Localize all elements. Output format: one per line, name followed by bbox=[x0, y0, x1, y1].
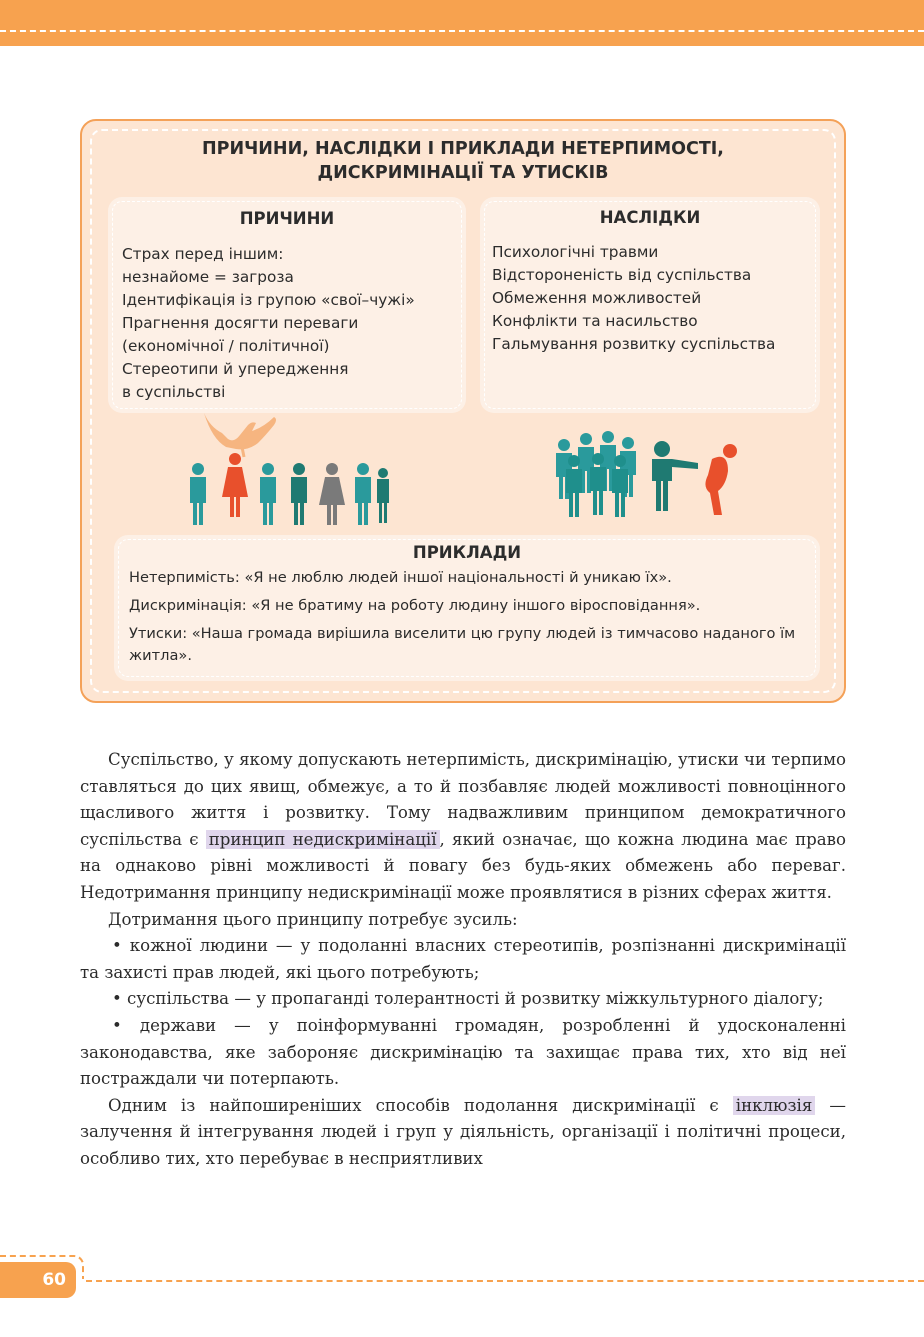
consequences-item: Конфлікти та насильство bbox=[492, 312, 698, 330]
paragraph-3 bbox=[80, 1093, 846, 1173]
paragraph-1-text: Суспільство, у якому допускають нетерпимість, дискримінацію, утиски чи терпимо ставляться до цих явищ, обмежує, а то й позбавляє людей можливості повноцінного щасливого життя і розвитку. Тому надважливим принципом демократичного суспільства є bbox=[80, 750, 846, 849]
paragraph-1 bbox=[80, 747, 846, 907]
causes-item: Стереотипи й упередження bbox=[122, 360, 349, 378]
consequences-item: Гальмування розвитку суспільства bbox=[492, 335, 776, 353]
info-box-title bbox=[82, 137, 844, 185]
causes-item: Страх перед іншим: bbox=[122, 245, 284, 263]
red-crouching-person-icon bbox=[705, 444, 737, 515]
hand-icon bbox=[204, 413, 276, 457]
causes-item: незнайоме = загроза bbox=[122, 268, 294, 286]
hand-picking-person-illustration bbox=[182, 413, 392, 529]
crowd-pointing-at-person-illustration bbox=[552, 431, 752, 527]
causes-item: (економічної / політичної) bbox=[122, 337, 330, 355]
person-icon bbox=[190, 463, 206, 525]
top-dashed-line bbox=[0, 30, 924, 32]
consequences-list bbox=[492, 241, 775, 356]
causes-panel bbox=[108, 197, 466, 413]
bullet-item: • держави — у поінформуванні громадян, розробленні й удосконаленні законодавства, яке забороняє дискримінацію та захищає права тих, хто від неї постраждали чи потерпають. bbox=[80, 1015, 846, 1089]
paragraph-3-text-end: — залучення й інтегрування людей і груп у діяльність, організації і політичні процеси, особливо тих, хто перебуває в несприятливих bbox=[80, 1095, 847, 1168]
body-text bbox=[80, 747, 846, 1173]
info-box-title-line-1: ПРИЧИНИ, НАСЛІДКИ І ПРИКЛАДИ НЕТЕРПИМОСТІ, bbox=[202, 139, 724, 159]
person-icon bbox=[355, 463, 371, 525]
consequences-heading: НАСЛІДКИ bbox=[599, 208, 701, 227]
bottom-dashed-line bbox=[86, 1280, 924, 1282]
paragraph-3-text: Одним із найпоширеніших способів подолання дискримінації є bbox=[108, 1095, 733, 1115]
consequences-item: Психологічні травми bbox=[492, 243, 659, 261]
example-oppression: Утиски: «Наша громада вирішила виселити цю групу людей із тимчасово наданого їм житла». bbox=[129, 625, 796, 664]
consequences-item: Обмеження можливостей bbox=[492, 289, 702, 307]
term-highlight-nondiscrimination: принцип недискримінації bbox=[206, 830, 440, 849]
example-discrimination: Дискримінація: «Я не братиму на роботу людину іншого віросповідання». bbox=[129, 597, 701, 614]
person-icon bbox=[260, 463, 276, 525]
info-box bbox=[80, 119, 846, 703]
bullet-item: • кожної людини — у подоланні власних стереотипів, розпізнанні дискримінації та захисті прав людей, які цього потребують; bbox=[80, 936, 846, 982]
causes-item: Ідентифікація із групою «свої–чужі» bbox=[122, 291, 415, 309]
bullet-item: • суспільства — у пропаганді толерантності й розвитку міжкультурного діалогу; bbox=[112, 989, 824, 1009]
pointing-person-icon bbox=[652, 441, 698, 511]
causes-list bbox=[122, 243, 415, 404]
examples-panel bbox=[114, 535, 820, 681]
examples-heading: ПРИКЛАДИ bbox=[412, 543, 522, 562]
example-intolerance: Нетерпимість: «Я не люблю людей іншої національності й уникаю їх». bbox=[129, 569, 672, 586]
info-box-title-line-2: ДИСКРИМІНАЦІЇ ТА УТИСКІВ bbox=[317, 163, 609, 183]
page-number: 60 bbox=[0, 1262, 76, 1298]
paragraph-2: Дотримання цього принципу потребує зусиль: bbox=[108, 909, 518, 929]
grey-person-icon bbox=[319, 463, 345, 525]
red-person-icon bbox=[222, 453, 248, 517]
causes-item: Прагнення досягти переваги bbox=[122, 314, 359, 332]
person-icon bbox=[377, 468, 389, 523]
causes-item: в суспільстві bbox=[122, 383, 226, 401]
consequences-panel bbox=[480, 197, 820, 413]
term-highlight-inclusion: інклюзія bbox=[733, 1096, 816, 1115]
person-icon bbox=[291, 463, 307, 525]
crowd-front-icon bbox=[566, 453, 628, 517]
causes-heading: ПРИЧИНИ bbox=[239, 209, 335, 228]
top-header-band bbox=[0, 0, 924, 46]
paragraph-1-text-end: , який означає, що кожна людина має право на однаково рівні можливості й повагу без будь-яких обмежень або переваг. Недотримання принципу недискримінації може проявлятися в різних сферах життя. bbox=[80, 829, 846, 902]
consequences-item: Відстороненість від суспільства bbox=[492, 266, 752, 284]
